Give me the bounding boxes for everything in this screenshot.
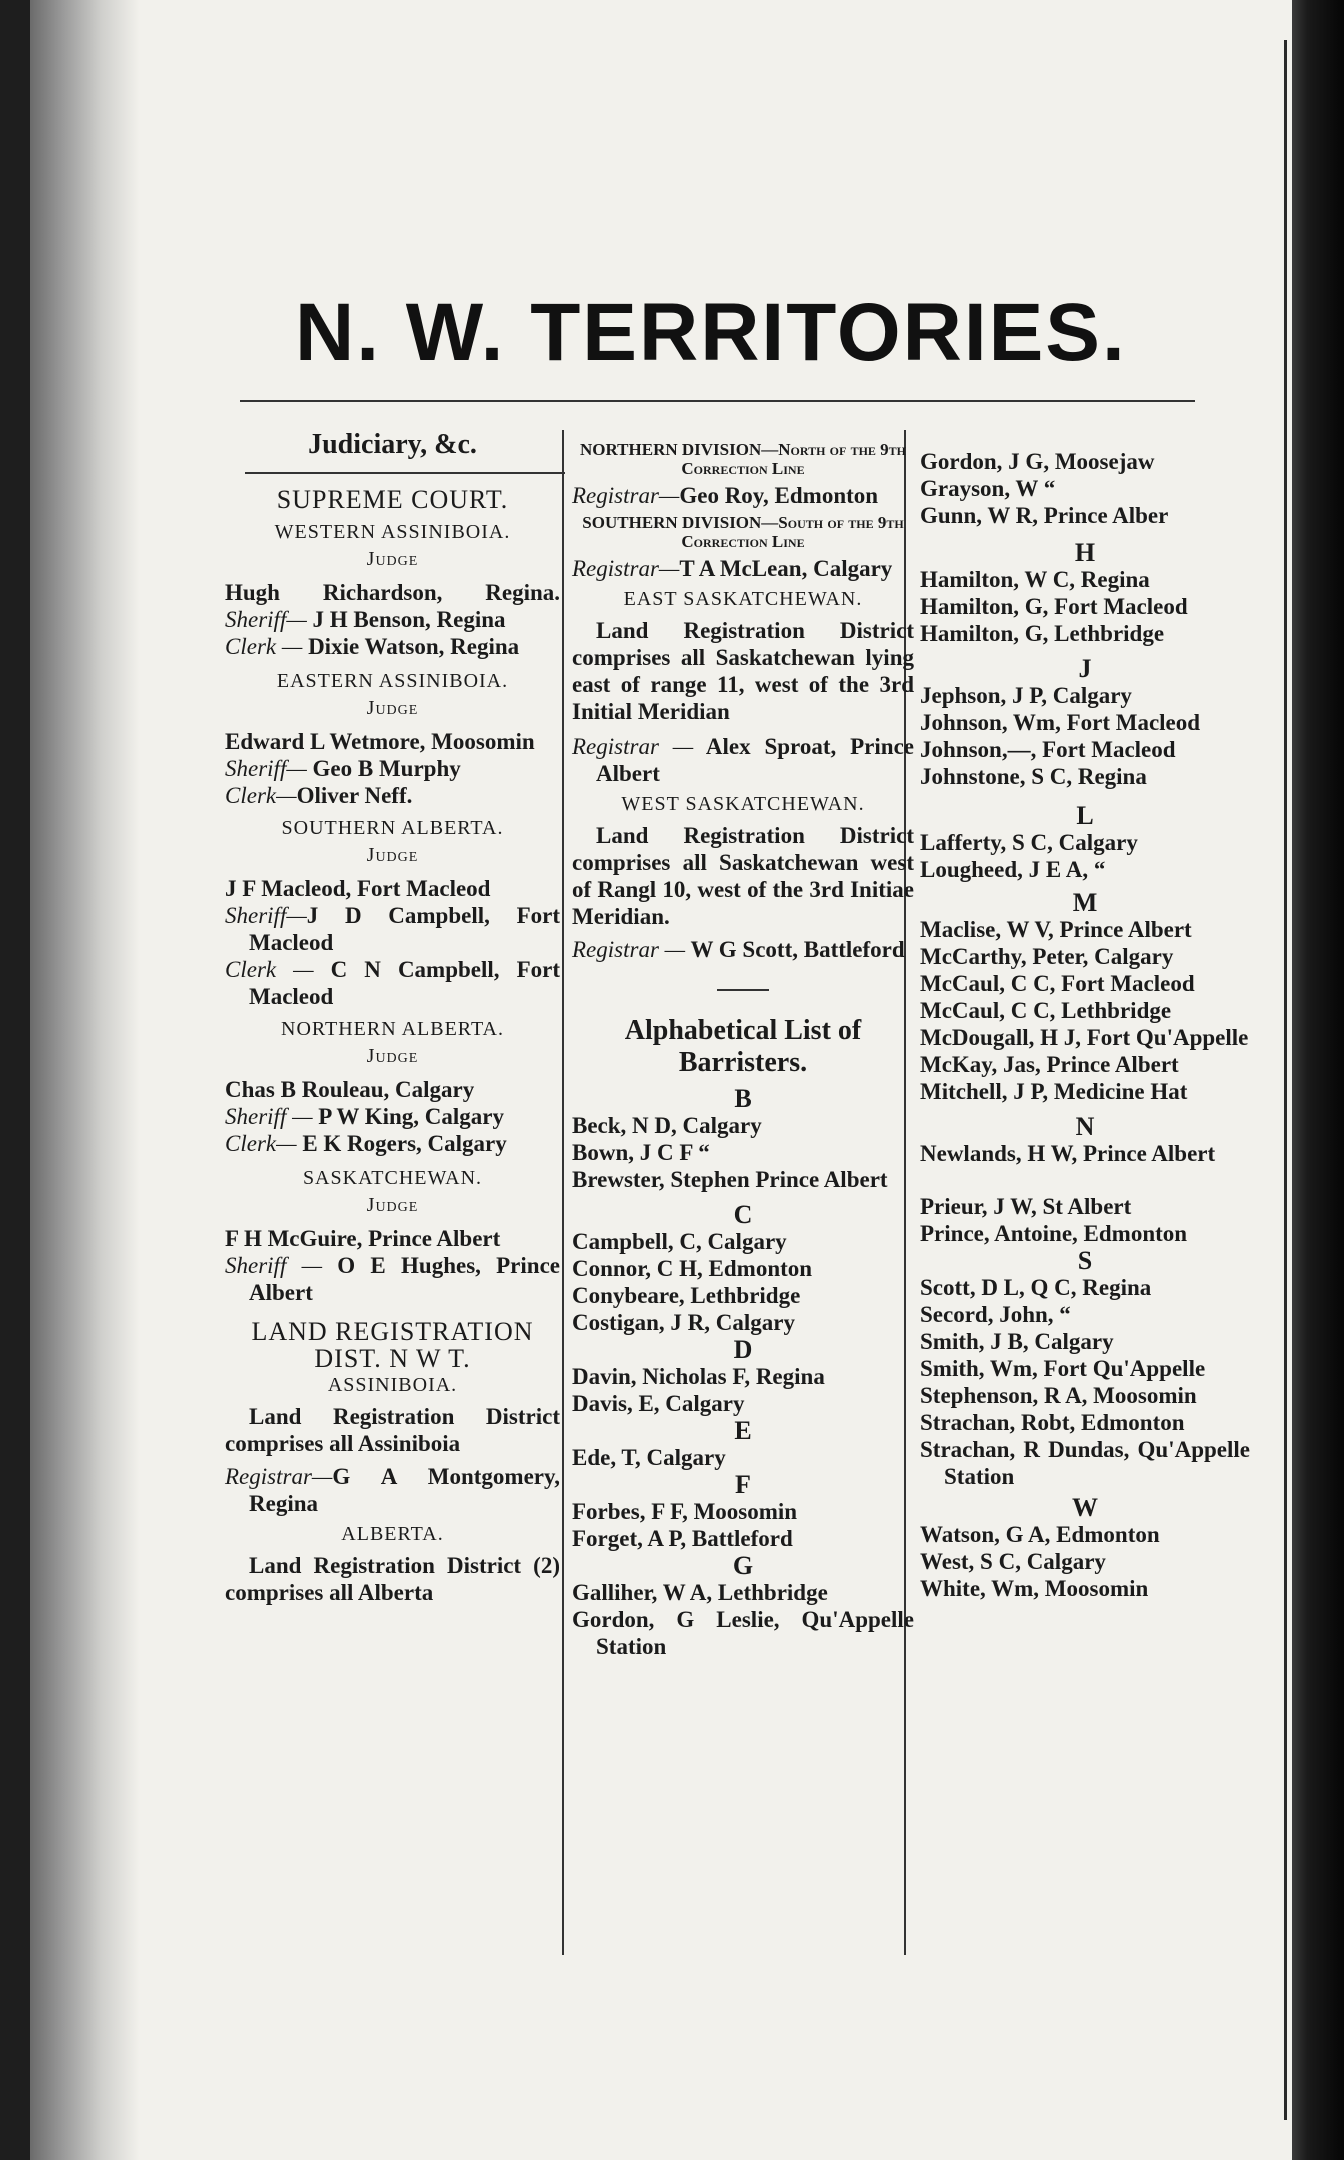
barristers-heading: Alphabetical List of Barristers. (624, 1015, 862, 1078)
barrister-entry: Davin, Nicholas F, Regina (572, 1364, 825, 1389)
letter-heading: N (1075, 1112, 1095, 1141)
clerk-entry: Clerk—Oliver Neff. (225, 783, 413, 808)
division-heading: NORTHERN DIVISION—North of the 9th Correction Line (579, 440, 907, 478)
judge-entry: F H McGuire, Prince Albert (225, 1226, 501, 1251)
district-heading: ALBERTA. (341, 1523, 444, 1545)
barrister-entry: Ede, T, Calgary (572, 1445, 726, 1470)
barrister-list (920, 1274, 1250, 1490)
judge-label: Judge (366, 1045, 419, 1067)
judge-entry: J F Macleod, Fort Macleod (225, 876, 491, 901)
barrister-entry: White, Wm, Moosomin (920, 1576, 1149, 1601)
section-heading: Judiciary, &c. (308, 429, 477, 460)
letter-heading: H (1074, 538, 1096, 567)
barrister-list (920, 682, 1250, 790)
barrister-entry: Grayson, W “ (920, 476, 1056, 501)
land-registration-subheading: DIST. N W T. (314, 1344, 471, 1373)
barrister-entry: Conybeare, Lethbridge (572, 1283, 801, 1308)
barrister-entry: Strachan, Robt, Edmonton (920, 1410, 1185, 1435)
judge-entry: Chas B Rouleau, Calgary (225, 1077, 475, 1102)
barrister-entry: Gordon, J G, Moosejaw (920, 449, 1155, 474)
barrister-entry: McDougall, H J, Fort Qu'Appelle (920, 1025, 1249, 1050)
judge-label: Judge (366, 1194, 419, 1216)
judge-entry: Edward L Wetmore, Moosomin (225, 729, 535, 754)
barrister-list (572, 1579, 914, 1660)
barrister-entry: Hamilton, W C, Regina (920, 567, 1150, 592)
letter-heading: J (1078, 654, 1092, 683)
district-heading: EAST SASKATCHEWAN. (623, 588, 863, 610)
column-registration-and-barristers (572, 440, 914, 1660)
barrister-list (920, 448, 1250, 529)
column-judiciary (225, 424, 560, 1606)
district-description: Land Registration District comprises all Saskatchewan lying east of range 11, west of the 3rd Initial Meridian (572, 618, 914, 724)
barrister-list (572, 1112, 914, 1193)
page-gutter-shading (30, 0, 140, 2160)
barrister-list (920, 566, 1250, 647)
land-registration-heading: LAND REGISTRATION (251, 1317, 534, 1346)
district-heading: SOUTHERN ALBERTA. (281, 817, 504, 839)
district-heading: WESTERN ASSINIBOIA. (274, 521, 511, 543)
district-heading: EASTERN ASSINIBOIA. (276, 670, 509, 692)
letter-heading: C (733, 1200, 753, 1229)
judge-label: Judge (366, 844, 419, 866)
barrister-entry: Prince, Antoine, Edmonton (920, 1221, 1188, 1246)
sheriff-entry: Sheriff — O E Hughes, Prince Albert (225, 1253, 560, 1305)
letter-heading: G (732, 1551, 754, 1580)
sheriff-entry: Sheriff—J D Campbell, Fort Macleod (225, 903, 560, 955)
clerk-entry: Clerk— E K Rogers, Calgary (225, 1131, 507, 1156)
barrister-list (572, 1498, 914, 1552)
barrister-entry: Johnson, Wm, Fort Macleod (920, 710, 1201, 735)
barrister-entry: West, S C, Calgary (920, 1549, 1106, 1574)
barrister-entry: Beck, N D, Calgary (572, 1113, 762, 1138)
letter-heading: B (734, 1084, 752, 1113)
barrister-entry: Jephson, J P, Calgary (920, 683, 1132, 708)
barrister-entry: McCaul, C C, Lethbridge (920, 998, 1172, 1023)
barrister-entry: Forget, A P, Battleford (572, 1526, 793, 1551)
barrister-entry: Connor, C H, Edmonton (572, 1256, 813, 1281)
registrar-entry: Registrar—Geo Roy, Edmonton (572, 483, 879, 508)
barrister-entry: Gordon, G Leslie, Qu'Appelle Station (572, 1607, 914, 1659)
barrister-list (920, 829, 1250, 883)
column-divider-1 (562, 430, 564, 1955)
judge-label: Judge (366, 697, 419, 719)
barrister-entry: Johnstone, S C, Regina (920, 764, 1147, 789)
barrister-entry: Stephenson, R A, Moosomin (920, 1383, 1197, 1408)
page-title: N. W. TERRITORIES. (295, 287, 1127, 378)
barrister-entry: Secord, John, “ (920, 1302, 1071, 1327)
barrister-entry: Smith, J B, Calgary (920, 1329, 1114, 1354)
barrister-list (572, 1444, 914, 1471)
district-description: Land Registration District (2) comprises all Alberta (225, 1553, 560, 1605)
barrister-entry: Strachan, R Dundas, Qu'Appelle Station (920, 1437, 1250, 1489)
column-barristers-continued (920, 448, 1250, 1602)
district-description: Land Registration District comprises all Saskatchewan west of Rangl 10, west of the 3rd Initiae Meridian. (572, 823, 914, 929)
barrister-entry: Johnson,—, Fort Macleod (920, 737, 1176, 762)
court-heading: SUPREME COURT. (276, 485, 509, 514)
district-heading: NORTHERN ALBERTA. (281, 1018, 504, 1040)
registrar-entry: Registrar—T A McLean, Calgary (572, 556, 893, 581)
barrister-list (920, 1140, 1250, 1167)
barrister-entry: Hamilton, G, Lethbridge (920, 621, 1165, 646)
barrister-entry: Campbell, C, Calgary (572, 1229, 787, 1254)
letter-heading: W (1072, 1493, 1098, 1522)
district-description: Land Registration District comprises all Assiniboia (225, 1404, 560, 1456)
barrister-entry: Maclise, W V, Prince Albert (920, 917, 1192, 942)
page-edge-line (1284, 40, 1287, 2120)
letter-heading: L (1076, 801, 1094, 830)
barrister-list (920, 1193, 1250, 1247)
barrister-entry: Brewster, Stephen Prince Albert (572, 1167, 888, 1192)
barrister-entry: Watson, G A, Edmonton (920, 1522, 1160, 1547)
next-page-edge (1292, 0, 1344, 2160)
clerk-entry: Clerk — C N Campbell, Fort Macleod (225, 957, 560, 1009)
registrar-entry: Registrar—G A Montgomery, Regina (225, 1464, 560, 1516)
barrister-entry: Bown, J C F “ (572, 1140, 710, 1165)
district-heading: WEST SASKATCHEWAN. (621, 793, 865, 815)
sheriff-entry: Sheriff — P W King, Calgary (225, 1104, 505, 1129)
book-spine-shadow (0, 0, 30, 2160)
judge-label: Judge (366, 548, 419, 570)
registrar-entry: Registrar — Alex Sproat, Prince Albert (572, 734, 914, 786)
barrister-entry: McCaul, C C, Fort Macleod (920, 971, 1195, 996)
barrister-entry: Scott, D L, Q C, Regina (920, 1275, 1152, 1300)
barrister-entry: Costigan, J R, Calgary (572, 1310, 795, 1335)
barrister-entry: Lafferty, S C, Calgary (920, 830, 1138, 855)
barrister-list (920, 916, 1250, 1105)
sheriff-entry: Sheriff— J H Benson, Regina (225, 607, 506, 632)
barrister-list (920, 1521, 1250, 1602)
barrister-entry: Galliher, W A, Lethbridge (572, 1580, 828, 1605)
barrister-entry: Lougheed, J E A, “ (920, 857, 1106, 882)
barrister-entry: Mitchell, J P, Medicine Hat (920, 1079, 1188, 1104)
letter-heading: M (1072, 888, 1098, 917)
district-heading: SASKATCHEWAN. (302, 1167, 483, 1189)
barrister-entry: McCarthy, Peter, Calgary (920, 944, 1174, 969)
barrister-entry: McKay, Jas, Prince Albert (920, 1052, 1179, 1077)
title-rule (240, 400, 1195, 402)
letter-heading: D (733, 1335, 753, 1364)
letter-heading: S (1077, 1246, 1093, 1275)
short-rule (717, 989, 769, 991)
judge-entry: Hugh Richardson, Regina. (225, 580, 560, 605)
barrister-entry: Hamilton, G, Fort Macleod (920, 594, 1188, 619)
letter-heading: E (734, 1416, 752, 1445)
registrar-entry: Registrar — W G Scott, Battleford (572, 937, 905, 962)
district-heading: ASSINIBOIA. (327, 1374, 458, 1396)
division-heading: SOUTHERN DIVISION—South of the 9th Correction Line (582, 513, 904, 551)
barrister-list (572, 1363, 914, 1417)
barrister-entry: Newlands, H W, Prince Albert (920, 1141, 1216, 1166)
barrister-entry: Davis, E, Calgary (572, 1391, 745, 1416)
barrister-entry: Forbes, F F, Moosomin (572, 1499, 798, 1524)
sheriff-entry: Sheriff— Geo B Murphy (225, 756, 461, 781)
letter-heading: F (735, 1470, 751, 1499)
clerk-entry: Clerk — Dixie Watson, Regina (225, 634, 520, 659)
barrister-entry: Gunn, W R, Prince Alber (920, 503, 1169, 528)
barrister-list (572, 1228, 914, 1336)
section-rule (245, 472, 565, 474)
barrister-entry: Smith, Wm, Fort Qu'Appelle (920, 1356, 1206, 1381)
barrister-entry: Prieur, J W, St Albert (920, 1194, 1132, 1219)
